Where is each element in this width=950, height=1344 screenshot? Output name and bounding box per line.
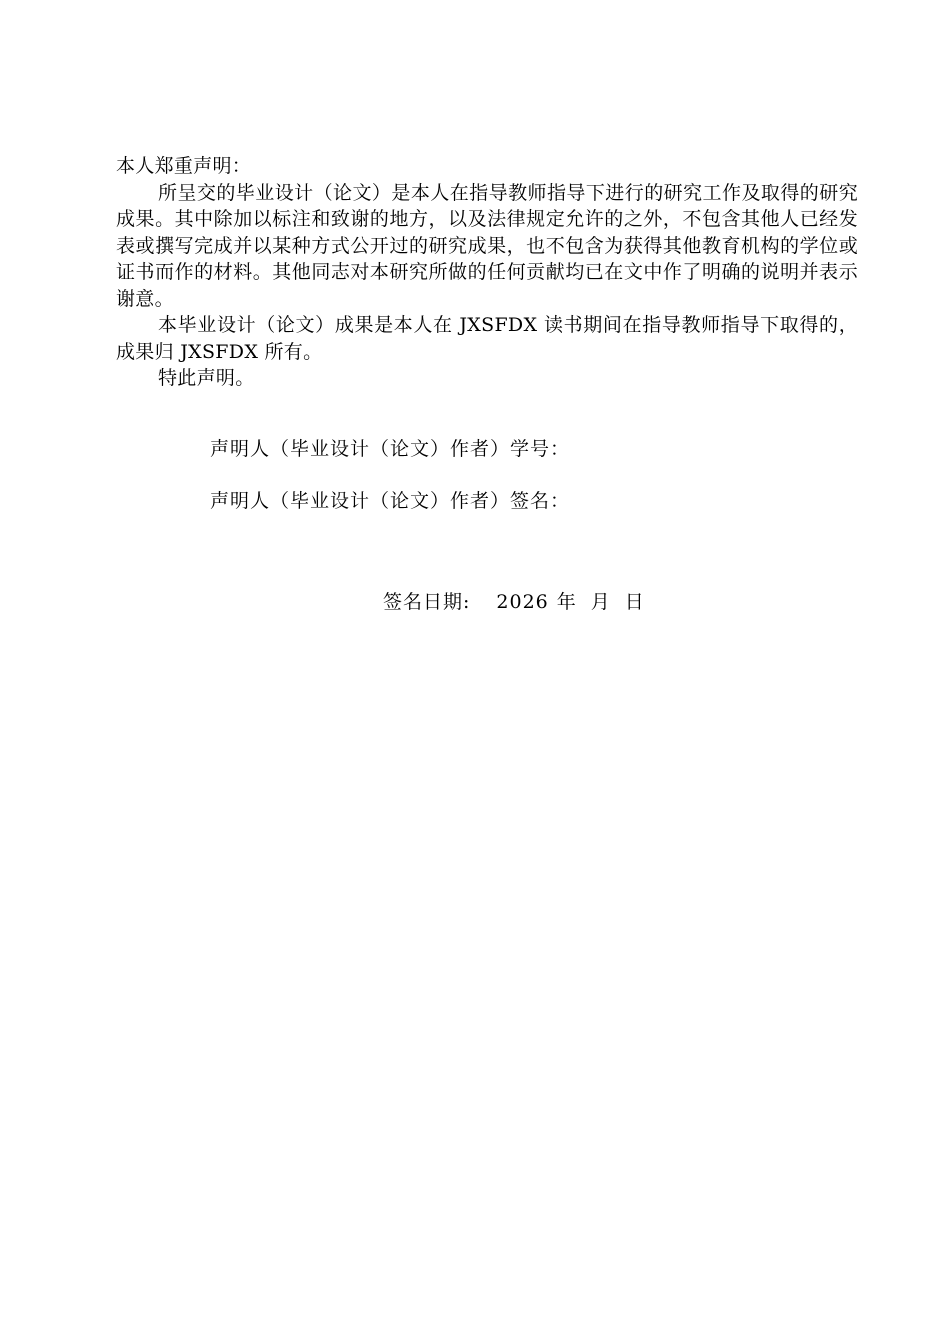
declaration-closing: 特此声明。 (158, 367, 255, 389)
date-year-unit: 年 (556, 591, 577, 613)
declaration-paragraph-originality: 所呈交的毕业设计（论文）是本人在指导教师指导下进行的研究工作及取得的研究成果。其中除加以标注和致谢的地方，以及法律规定允许的之外，不包含其他人已经发表或撰写完成并以某种方式公开过的研究成果，也不包含为获得其他教育机构的学位或证书而作的材料。其他同志对本研究所做的任何贡献均已在文中作了明确的说明并表示谢意。 (116, 181, 858, 310)
declaration-opening: 本人郑重声明： (116, 155, 252, 177)
date-day-unit: 日 (624, 591, 645, 613)
signature-date-line (383, 589, 645, 615)
date-month-unit: 月 (590, 591, 611, 613)
date-year: 2026 (496, 591, 549, 613)
signature-label: 声明人（毕业设计（论文）作者）签名： (210, 490, 571, 512)
date-label: 签名日期: (383, 591, 471, 613)
declaration-paragraph-ownership: 本毕业设计（论文）成果是本人在 JXSFDX 读书期间在指导教师指导下取得的，成果归 JXSFDX 所有。 (116, 314, 858, 363)
declaration-body (116, 153, 858, 392)
student-id-line (210, 436, 570, 462)
student-id-label: 声明人（毕业设计（论文）作者）学号： (210, 438, 571, 460)
author-signature-line (210, 488, 570, 514)
